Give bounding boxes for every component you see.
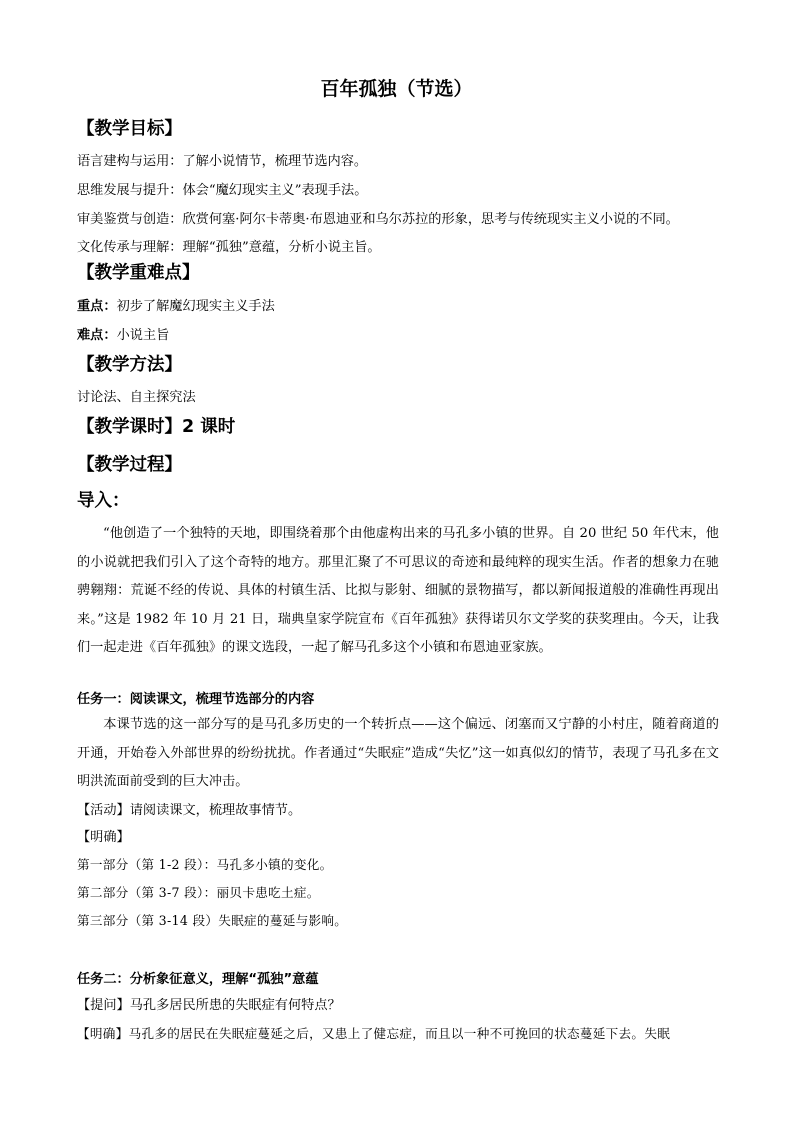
- goal-item: 语言建构与运用：了解小说情节，梳理节选内容。: [77, 154, 368, 169]
- document-title: 百年孤独（节选）: [320, 78, 473, 100]
- key-point-label: 重点：: [77, 299, 117, 314]
- task1-activity: 【活动】请阅读课文，梳理故事情节。: [77, 803, 302, 818]
- task1-part: 第二部分（第 3-7 段）：丽贝卡患吃土症。: [77, 885, 320, 900]
- methods-text: 讨论法、自主探究法: [77, 390, 196, 405]
- difficult-point-line: [77, 326, 169, 346]
- intro-paragraph: [77, 520, 719, 663]
- task2-answer: 【明确】马孔多的居民在失眠症蔓延之后，又患上了健忘症，而且以一种不可挽回的状态蔓延下去。失眠: [77, 1026, 671, 1041]
- goal-item: 文化传承与理解：理解“孤独”意蕴，分析小说主旨。: [77, 240, 381, 255]
- process-heading: 【教学过程】: [77, 455, 182, 475]
- task2-heading: 任务二：分析象征意义，理解“孤独”意蕴: [77, 972, 319, 987]
- task1-part: 第一部分（第 1-2 段）：马孔多小镇的变化。: [77, 857, 333, 872]
- key-point-text: 初步了解魔幻现实主义手法: [116, 299, 275, 314]
- difficult-point-label: 难点：: [77, 328, 117, 343]
- task1-heading: 任务一：阅读课文，梳理节选部分的内容: [77, 692, 315, 707]
- intro-heading: 导入：: [77, 491, 130, 511]
- goal-item: 思维发展与提升：体会“魔幻现实主义”表现手法。: [77, 183, 368, 198]
- task1-part: 第三部分（第 3-14 段）失眠症的蔓延与影响。: [77, 913, 348, 928]
- key-point-line: [77, 297, 275, 317]
- key-points-heading: 【教学重难点】: [77, 263, 200, 283]
- intro-text: “他创造了一个独特的天地，即围绕着那个由他虚构出来的马孔多小镇的世界。自 20 世纪 50 年代末，他的小说就把我们引入了这个奇特的地方。那里汇聚了不可思议的奇迹和最纯粹的现实生活。作者的想象力在驰骋翱翔：荒诞不经的传说、具体的村镇生活、比拟与影射、细腻的景物描写，都以新闻报道般的准确性再现出来。”这是 1982 年 10 月 21 日，瑞典皇家学院宣布《百年孤独》获得诺贝尔文学奖的获奖理由。今天，让我们一起走进《百年孤独》的课文选段，一起了解马孔多这个小镇和布恩迪亚家族。: [77, 526, 719, 655]
- goals-heading: 【教学目标】: [77, 119, 182, 139]
- goal-item: 审美鉴赏与创造：欣赏何塞·阿尔卡蒂奥·布恩迪亚和乌尔苏拉的形象，思考与传统现实主义小说的不同。: [77, 212, 679, 227]
- task1-text: 本课节选的这一部分写的是马孔多历史的一个转折点——这个偏远、闭塞而又宁静的小村庄，随着商道的开通，开始卷入外部世界的纷纷扰扰。作者通过“失眠症”造成“失忆”这一如真似幻的情节，表现了马孔多在文明洪流面前受到的巨大冲击。: [77, 717, 719, 789]
- methods-heading: 【教学方法】: [77, 355, 182, 375]
- difficult-point-text: 小说主旨: [116, 328, 170, 343]
- task1-clarify: 【明确】: [77, 830, 130, 845]
- task2-question: 【提问】马孔多居民所患的失眠症有何特点？: [77, 998, 341, 1013]
- hours-heading: 【教学课时】2 课时: [77, 417, 236, 437]
- task1-paragraph: [77, 711, 719, 797]
